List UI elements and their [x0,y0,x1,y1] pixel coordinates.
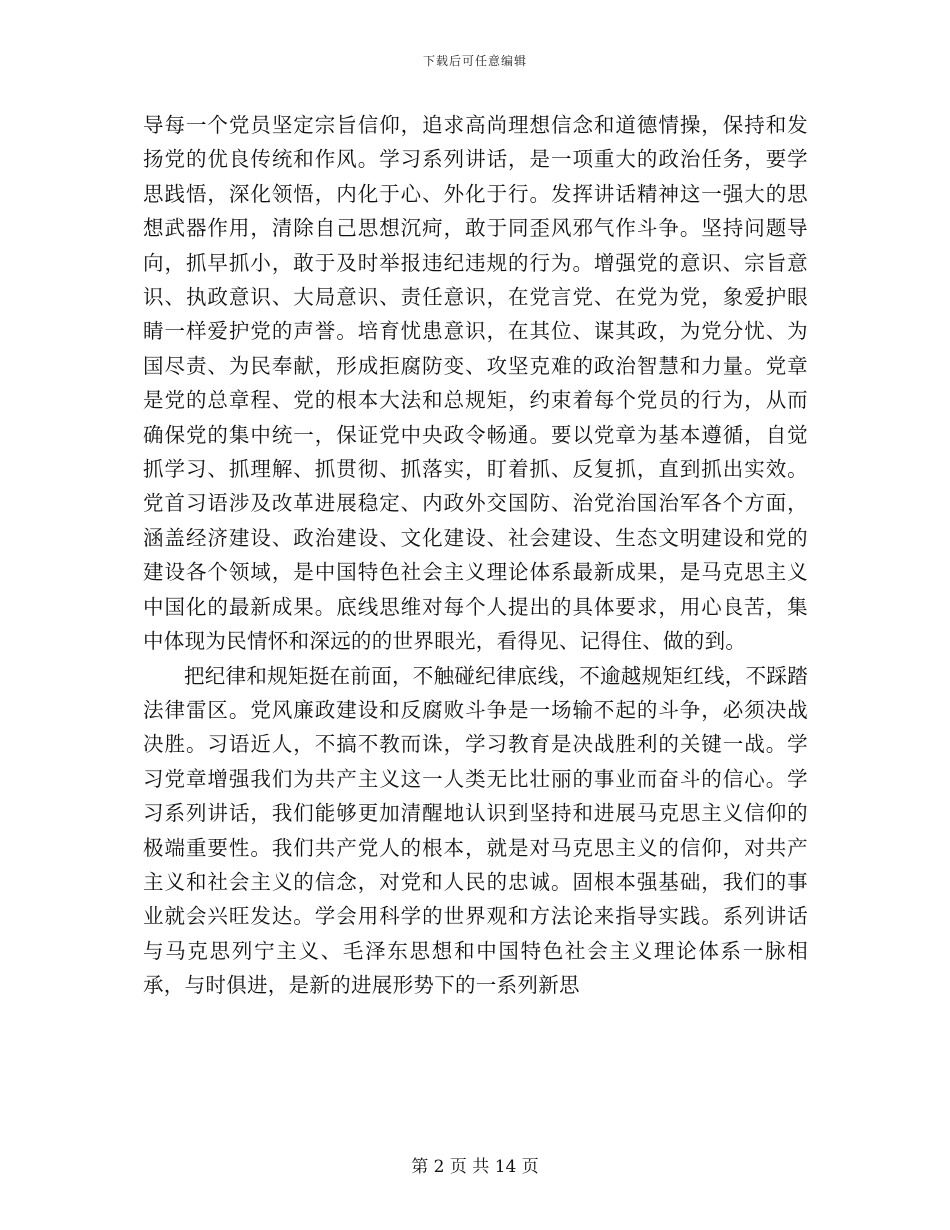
paragraph-2: 把纪律和规矩挺在前面，不触碰纪律底线，不逾越规矩红线，不踩踏法律雷区。党风廉政建设和反腐败斗争是一场输不起的斗争，必须决战决胜。习语近人，不搞不教而诛，学习教育是决战胜利的关键一战。学习党章增强我们为共产主义这一人类无比壮丽的事业而奋斗的信心。学习系列讲话，我们能够更加清醒地认识到坚持和进展马克思主义信仰的极端重要性。我们共产党人的根本，就是对马克思主义的信仰，对共产主义和社会主义的信念，对党和人民的忠诚。固根本强基础，我们的事业就会兴旺发达。学会用科学的世界观和方法论来指导实践。系列讲话与马克思列宁主义、毛泽东思想和中国特色社会主义理论体系一脉相承，与时俱进，是新的进展形势下的一系列新思 [143,663,808,998]
page-header: 下载后可任意编辑 [422,54,527,68]
paragraph-1: 导每一个党员坚定宗旨信仰，追求高尚理想信念和道德情操，保持和发扬党的优良传统和作风。学习系列讲话，是一项重大的政治任务，要学思践悟，深化领悟，内化于心、外化于行。发挥讲话精神这一强大的思想武器作用，清除自己思想沉疴，敢于同歪风邪气作斗争。坚持问题导向，抓早抓小，敢于及时举报违纪违规的行为。增强党的意识、宗旨意识、执政意识、大局意识、责任意识，在党言党、在党为党，象爱护眼睛一样爱护党的声誉。培育忧患意识，在其位、谋其政，为党分忧、为国尽责、为民奉献，形成拒腐防变、攻坚克难的政治智慧和力量。党章是党的总章程、党的根本大法和总规矩，约束着每个党员的行为，从而确保党的集中统一，保证党中央政令畅通。要以党章为基本遵循，自觉抓学习、抓理解、抓贯彻、抓落实，盯着抓、反复抓，直到抓出实效。党首习语涉及改革进展稳定、内政外交国防、治党治国治军各个方面，涵盖经济建设、政治建设、文化建设、社会建设、生态文明建设和党的建设各个领域，是中国特色社会主义理论体系最新成果，是马克思主义中国化的最新成果。底线思维对每个人提出的具体要求，用心良苦，集中体现为民情怀和深远的的世界眼光，看得见、记得住、做的到。 [143,113,808,654]
page-number-footer: 第 2 页 共 14 页 [411,1157,539,1177]
document-body [143,108,808,1003]
